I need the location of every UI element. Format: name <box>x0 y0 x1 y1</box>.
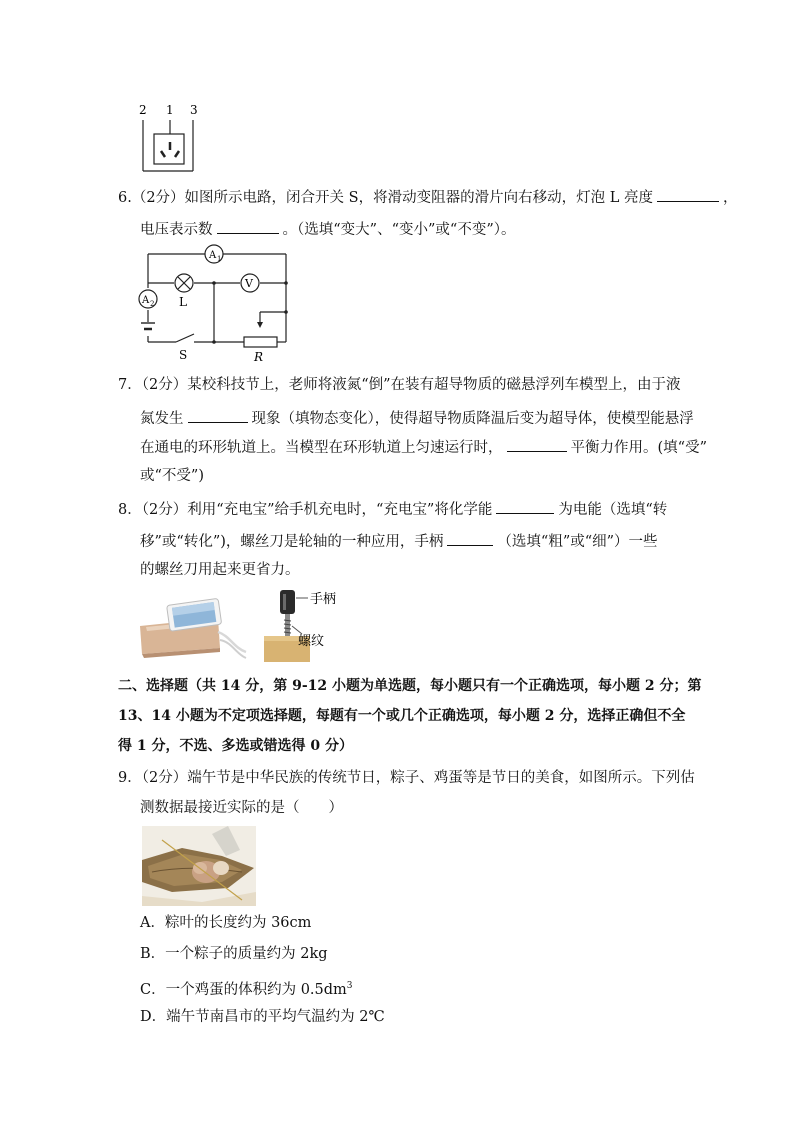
thread-label: 螺纹 <box>298 634 325 649</box>
screwdriver-photo <box>262 590 352 662</box>
question-7-line-4: 或“不受”) <box>140 468 204 484</box>
q6-blank-2[interactable] <box>217 218 279 234</box>
q8-blank-1[interactable] <box>496 498 554 514</box>
voltmeter-label: V <box>245 277 253 290</box>
q8-blank-2[interactable] <box>447 530 493 546</box>
question-7-line-3 <box>140 436 707 458</box>
q9-option-a[interactable]: A．粽叶的长度约为 36cm <box>140 915 312 931</box>
q6-text-1-end: ， <box>722 190 738 206</box>
lamp-label: L <box>179 295 187 309</box>
ammeter-a1-subscript: 1 <box>217 255 222 263</box>
question-8-line-2 <box>140 530 658 552</box>
q6-blank-1[interactable] <box>657 186 719 202</box>
question-6-line-1 <box>118 186 737 208</box>
q8-text-2b: （选填“粗”或“细”）一些 <box>497 534 658 550</box>
zongzi-egg-photo <box>142 826 256 906</box>
question-8-line-3: 的螺丝刀用起来更省力。 <box>140 562 300 578</box>
question-7-line-2 <box>140 407 694 429</box>
q6-text-2a: 电压表示数 <box>140 222 213 238</box>
q7-blank-2[interactable] <box>507 436 567 452</box>
question-6-line-2 <box>140 218 515 240</box>
ammeter-a1-label: A <box>209 250 217 261</box>
q6-text-2b: 。（选填“变大”、“变小”或“不变”）。 <box>282 222 516 238</box>
pin-label-3: 3 <box>190 103 198 117</box>
question-9-line-1: 9．（2分）端午节是中华民族的传统节日，粽子、鸡蛋等是节日的美食，如图所示。下列估 <box>118 770 695 786</box>
circuit-diagram <box>132 240 297 365</box>
q7-text-3b: 平衡力作用。(填“受” <box>570 440 707 456</box>
q9-option-b[interactable]: B．一个粽子的质量约为 2kg <box>140 946 328 962</box>
q7-text-3a: 在通电的环形轨道上。当模型在环形轨道上匀速运行时， <box>140 440 503 456</box>
q8-text-1a: 8．（2分）利用“充电宝”给手机充电时，“充电宝”将化学能 <box>118 502 493 518</box>
q8-text-2a: 移”或“转化”)，螺丝刀是轮轴的一种应用，手柄 <box>140 534 444 550</box>
section-2-heading-line-1: 二、选择题（共 14 分，第 9-12 小题为单选题，每小题只有一个正确选项，每小题 2 分；第 <box>118 678 702 694</box>
switch-label: S <box>179 348 188 362</box>
question-7-line-1: 7．（2分）某校科技节上，老师将液氮“倒”在装有超导物质的磁悬浮列车模型上，由于液 <box>118 377 681 393</box>
question-9-line-2: 测数据最接近实际的是（ ） <box>140 800 343 816</box>
pin-label-2: 2 <box>139 103 147 117</box>
q9-option-c-text: C．一个鸡蛋的体积约为 0.5dm <box>140 981 347 998</box>
section-2-heading-line-3: 得 1 分，不选、多选或错选得 0 分） <box>118 738 353 754</box>
q7-text-2b: 现象（填物态变化），使得超导物质降温后变为超导体，使模型能悬浮 <box>251 411 694 427</box>
q9-option-c[interactable] <box>140 976 353 1000</box>
q6-text-1: 6.（2分）如图所示电路，闭合开关 S，将滑动变阻器的滑片向右移动，灯泡 L 亮度 <box>118 190 653 206</box>
q9-option-c-superscript: 3 <box>346 981 353 991</box>
power-bank-phone-photo <box>138 596 248 660</box>
q8-text-1b: 为电能（选填“转 <box>558 502 668 518</box>
ammeter-a2-subscript: 2 <box>150 300 155 308</box>
rheostat-label: R <box>254 350 264 364</box>
q7-blank-1[interactable] <box>188 407 248 423</box>
pin-label-1: 1 <box>166 103 174 117</box>
q9-option-d[interactable]: D．端午节南昌市的平均气温约为 2℃ <box>140 1009 385 1025</box>
ammeter-a2-label: A <box>142 295 150 306</box>
three-pin-socket-figure <box>132 100 202 175</box>
question-8-line-1 <box>118 498 667 520</box>
handle-label: 手柄 <box>310 592 337 607</box>
section-2-heading-line-2: 13、14 小题为不定项选择题，每题有一个或几个正确选项，每小题 2 分，选择正确但不全 <box>118 708 686 724</box>
q7-text-2a: 氮发生 <box>140 411 184 427</box>
